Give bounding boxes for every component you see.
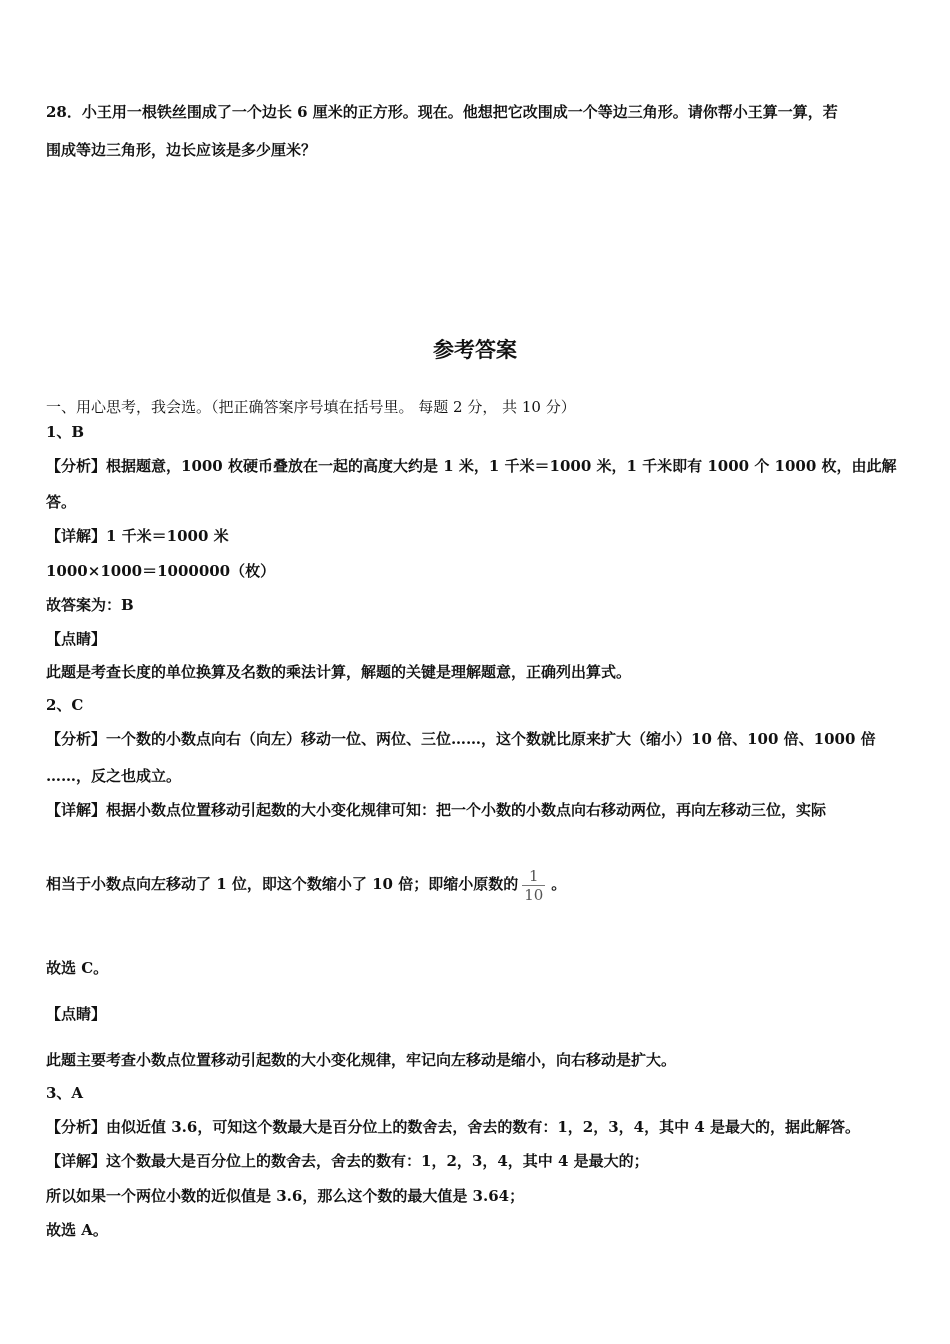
fraction-denominator: 10 — [524, 885, 544, 904]
answer-1-detail: 【详解】1 千米＝1000 米 — [46, 527, 229, 545]
answers-title: 参考答案 — [433, 338, 517, 362]
answer-3-conclusion: 故选 A。 — [46, 1221, 108, 1239]
answer-1-comment: 此题是考查长度的单位换算及名数的乘法计算，解题的关键是理解题意，正确列出算式。 — [46, 663, 632, 681]
answer-2-label: 2、C — [46, 696, 84, 714]
question-28-line-1: 28．小王用一根铁丝围成了一个边长 6 厘米的正方形。现在。他想把它改围成一个等边三角形。请你帮小王算一算，若 — [46, 103, 838, 121]
answer-2-comment: 此题主要考查小数点位置移动引起数的大小变化规律，牢记向左移动是缩小，向右移动是扩大。 — [46, 1051, 677, 1069]
answer-2-analysis-line-1: 【分析】一个数的小数点向右（向左）移动一位、两位、三位……，这个数就比原来扩大（缩小）10 倍、100 倍、1000 倍 — [46, 730, 876, 748]
answer-2-comment-heading: 【点睛】 — [46, 1005, 107, 1023]
question-28-line-2: 围成等边三角形，边长应该是多少厘米？ — [46, 141, 317, 159]
answer-1-label: 1、B — [46, 423, 85, 441]
answer-2-detail-line-2 — [46, 865, 566, 904]
answer-3-detail: 【详解】这个数最大是百分位上的数舍去，舍去的数有：1，2，3，4，其中 4 是最大的； — [46, 1152, 649, 1170]
answer-3-analysis: 【分析】由似近值 3.6，可知这个数最大是百分位上的数舍去，舍去的数有：1，2，3，4，其中 4 是最大的，据此解答。 — [46, 1118, 860, 1136]
answer-1-calculation: 1000×1000＝1000000（枚） — [46, 562, 276, 580]
answer-3-detail-2: 所以如果一个两位小数的近似值是 3.6，那么这个数的最大值是 3.64； — [46, 1187, 525, 1205]
answer-2-detail-line-2-end: 。 — [551, 875, 567, 893]
answer-1-conclusion: 故答案为：B — [46, 596, 134, 614]
answer-2-analysis-line-2: ……，反之也成立。 — [46, 767, 182, 785]
answer-1-analysis-line-2: 答。 — [46, 493, 77, 511]
answer-1-comment-heading: 【点睛】 — [46, 630, 107, 648]
answer-3-label: 3、A — [46, 1084, 84, 1102]
fraction-one-tenth — [522, 867, 545, 904]
section-header: 一、用心思考，我会选。（把正确答案序号填在括号里。 每题 2 分， 共 10 分） — [46, 398, 576, 416]
answer-1-analysis-line-1: 【分析】根据题意，1000 枚硬币叠放在一起的高度大约是 1 米，1 千米＝1000 米，1 千米即有 1000 个 1000 枚，由此解 — [46, 457, 897, 475]
fraction-numerator: 1 — [522, 867, 545, 886]
answer-2-detail-line-2-text: 相当于小数点向左移动了 1 位，即这个数缩小了 10 倍；即缩小原数的 — [46, 875, 519, 893]
answer-2-conclusion: 故选 C。 — [46, 959, 109, 977]
answer-2-detail-line-1: 【详解】根据小数点位置移动引起数的大小变化规律可知：把一个小数的小数点向右移动两位，再向左移动三位，实际 — [46, 801, 827, 819]
